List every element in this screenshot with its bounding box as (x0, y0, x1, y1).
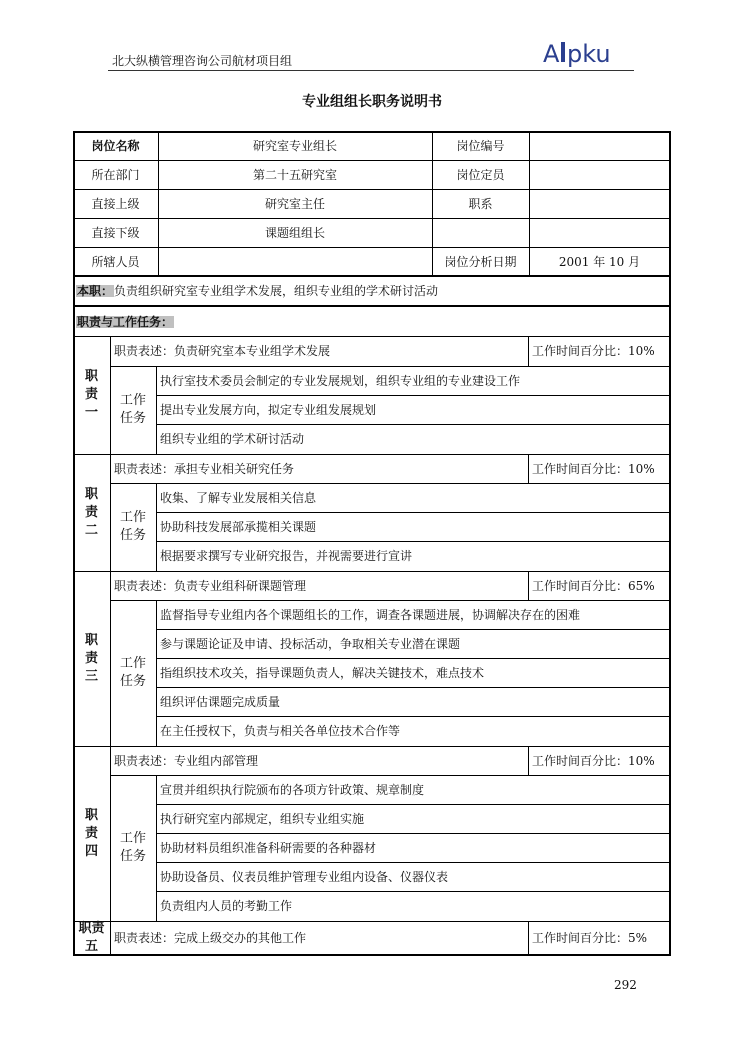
info-label-staff: 所辖人员 (91, 254, 140, 269)
svg-text:pku: pku (567, 40, 611, 68)
duty-2-percent: 工作时间百分比：10% (532, 461, 655, 476)
duty-3-task: 在主任授权下，负责与相关各单位技术合作等 (160, 724, 401, 738)
info-label-empty (432, 218, 529, 247)
duty-4-percent: 工作时间百分比：10% (532, 753, 655, 768)
info-value-analysis-date: 2001 年 10 月 (558, 254, 641, 269)
page-number: 292 (614, 978, 637, 992)
duty-2-task: 收集、了解专业发展相关信息 (160, 490, 317, 505)
duty-4-task: 宣贯并组织执行院颁布的各项方针政策、规章制度 (160, 782, 425, 797)
info-label-analysis-date: 岗位分析日期 (444, 254, 517, 269)
header-rule (108, 70, 634, 71)
info-label-direct-subordinate: 直接下级 (91, 225, 140, 240)
duty-3-percent: 工作时间百分比：65% (532, 578, 655, 593)
header-company: 北大纵横管理咨询公司航材项目组 (112, 54, 293, 68)
duty-1-statement: 职责表述：负责研究室本专业组学术发展 (114, 344, 331, 358)
duty-5-statement: 职责表述：完成上级交办的其他工作 (114, 931, 307, 945)
duties-heading: 职责与工作任务： (77, 314, 174, 329)
duty-5-percent: 工作时间百分比：5% (532, 931, 648, 945)
info-value-direct-subordinate: 课题组组长 (264, 225, 325, 240)
duty-4-task-label: 工作 任务 (119, 831, 146, 864)
duty-2-label: 职 责 二 (84, 486, 98, 538)
duty-4-task: 协助设备员、仪表员维护管理专业组内设备、仪器仪表 (160, 869, 449, 884)
duty-4-task: 负责组内人员的考勤工作 (160, 899, 293, 913)
svg-text:A: A (543, 40, 560, 68)
summary-row (73, 277, 670, 305)
duty-3-task: 组织评估课题完成质量 (160, 694, 281, 709)
duty-4-task: 协助材料员组织准备科研需要的各种器材 (160, 840, 377, 855)
document-title: 专业组组长职务说明书 (302, 94, 442, 110)
duty-3-task: 指组织技术攻关，指导课题负责人，解决关键技术，难点技术 (160, 665, 485, 680)
info-label-position-code: 岗位编号 (456, 138, 505, 153)
duty-2-task: 协助科技发展部承揽相关课题 (160, 519, 317, 534)
info-label-headcount: 岗位定员 (456, 167, 505, 182)
summary-label: 本职： (77, 284, 114, 298)
info-label-position-name: 岗位名称 (91, 138, 140, 153)
duty-1-percent: 工作时间百分比：10% (532, 344, 655, 358)
duty-5-label: 职责 五 (78, 921, 105, 954)
duty-3-task: 参与课题论证及申请、投标活动，争取相关专业潜在课题 (160, 636, 461, 651)
info-value-headcount (529, 160, 670, 189)
company-logo (541, 36, 635, 70)
duty-1-task: 组织专业组的学术研讨活动 (160, 432, 305, 446)
duty-3-label: 职 责 三 (84, 632, 98, 684)
info-label-direct-superior: 直接上级 (91, 196, 140, 211)
summary-text: 负责组织研究室专业组学术发展，组织专业组的学术研讨活动 (114, 284, 439, 298)
duty-4-statement: 职责表述：专业组内部管理 (114, 753, 259, 768)
info-value-department: 第二十五研究室 (252, 167, 337, 182)
info-value-staff (158, 247, 432, 276)
job-description-table (73, 131, 671, 956)
duty-1-task: 执行室技术委员会制定的专业发展规划，组织专业组的专业建设工作 (160, 373, 521, 388)
info-label-department: 所在部门 (91, 167, 140, 182)
duty-4-task: 执行研究室内部规定，组织专业组实施 (160, 811, 365, 826)
duty-3-statement: 职责表述：负责专业组科研课题管理 (114, 578, 307, 593)
duty-1-label: 职 责 一 (84, 369, 98, 420)
duty-1-task: 提出专业发展方向，拟定专业组发展规划 (160, 402, 377, 417)
duty-4-label: 职 责 四 (84, 807, 98, 859)
duty-2-task-label: 工作 任务 (119, 510, 146, 543)
info-value-position-name: 研究室专业组长 (252, 138, 337, 153)
info-value-job-family (529, 189, 670, 218)
duty-2-statement: 职责表述：承担专业相关研究任务 (114, 461, 295, 476)
duty-2-task: 根据要求撰写专业研究报告，并视需要进行宣讲 (160, 549, 413, 563)
duties-heading-row (73, 307, 670, 336)
info-value-direct-superior: 研究室主任 (264, 196, 325, 211)
info-label-job-family: 职系 (468, 196, 493, 211)
info-value-empty (529, 218, 670, 247)
info-value-position-code (529, 131, 670, 160)
duty-3-task: 监督指导专业组内各个课题组长的工作，调查各课题进展，协调解决存在的困难 (160, 607, 581, 622)
duty-1-task-label: 工作 任务 (119, 393, 146, 426)
duty-3-task-label: 工作 任务 (119, 656, 146, 689)
